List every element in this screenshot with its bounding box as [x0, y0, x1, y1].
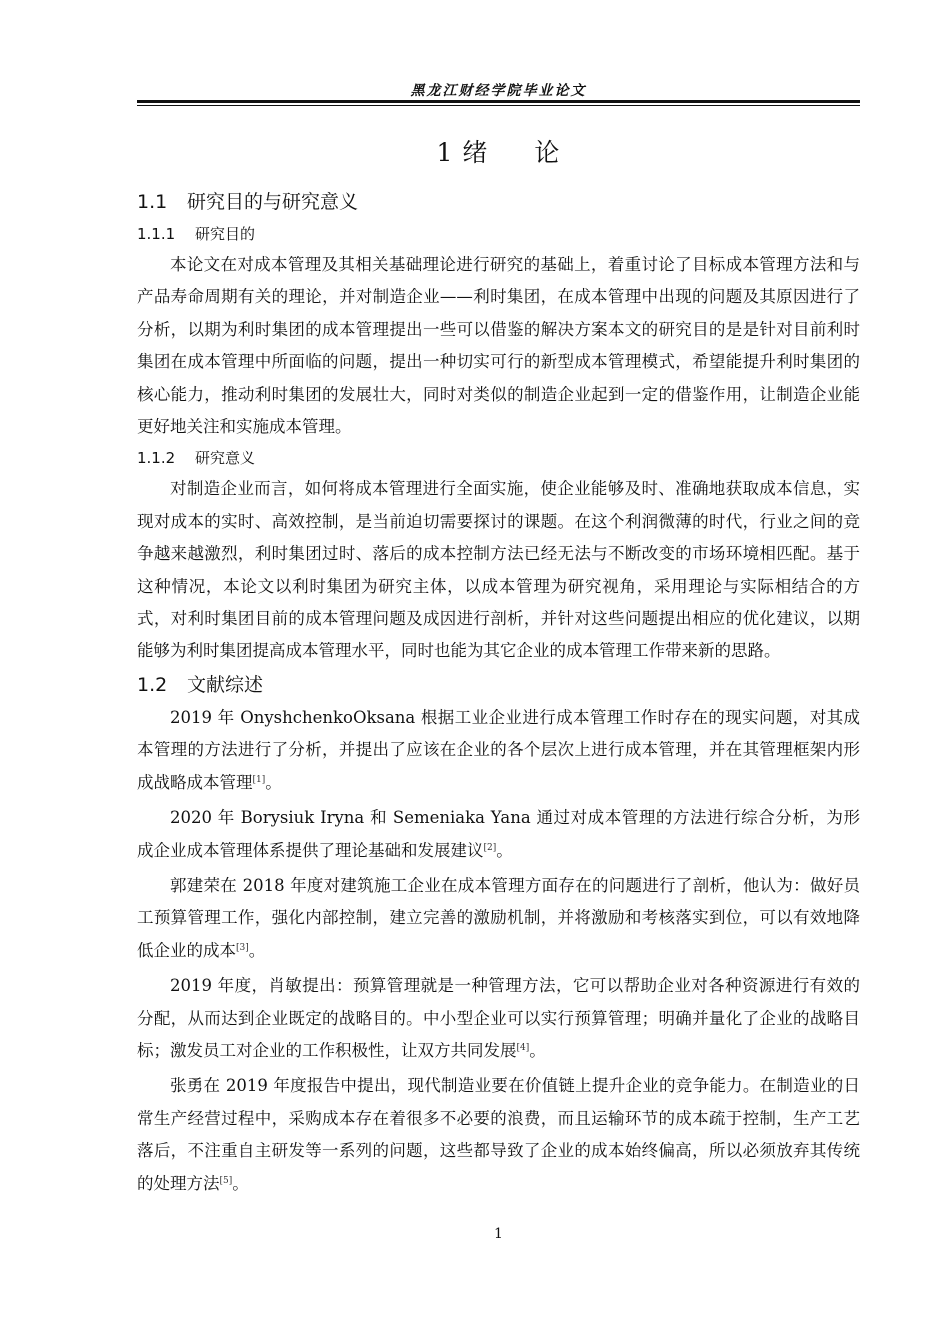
citation-marker: [5] [219, 1175, 233, 1186]
subsection-heading-1-1-2 [137, 443, 860, 473]
paragraph-text: 张勇在 2019 年度报告中提出，现代制造业要在价值链上提升企业的竞争能力。在制造业的日常生产经营过程中，采购成本存在着很多不必要的浪费，而且运输环节的成本疏于控制，生产工艺落后，不注重自主研发等一系列的问题，这些都导致了企业的成本始终偏高，所以必须放弃其传统的处理方法 [137, 1076, 860, 1193]
citation-marker: [1] [252, 774, 266, 785]
citation-marker: [3] [236, 942, 249, 953]
subsection-title: 研究意义 [195, 449, 256, 468]
paragraph-text: 郭建荣在 2018 年度对建筑施工企业在成本管理方面存在的问题进行了剖析，他认为：做好员工预算管理工作，强化内部控制，建立完善的激励机制，并将激励和考核落实到位，可以有效地降低企业的成本 [137, 875, 860, 960]
running-header: 黑龙江财经学院毕业论文 [410, 83, 587, 99]
paragraph-text: 2020 年 Borysiuk Iryna 和 Semeniaka Yana 通过对成本管理的方法进行综合分析，为形成企业成本管理体系提供了理论基础和发展建议 [137, 808, 860, 860]
header-rule-thin [137, 105, 860, 106]
paragraph-literature-1 [137, 702, 860, 799]
section-title: 研究目的与研究意义 [187, 191, 359, 213]
paragraph-research-purpose: 本论文在对成本管理及其相关基础理论进行研究的基础上，着重讨论了目标成本管理方法和与产品寿命周期有关的理论，并对制造企业——利时集团，在成本管理中出现的问题及其原因进行了分析，以期为利时集团的成本管理提出一些可以借鉴的解决方案本文的研究目的是是针对目前利时集团在成本管理中所面临的问题，提出一种切实可行的新型成本管理模式，希望能提升利时集团的核心能力，推动利时集团的发展壮大，同时对类似的制造企业起到一定的借鉴作用，让制造企业能更好地关注和实施成本管理。 [137, 255, 860, 437]
paragraph-research-significance: 对制造企业而言，如何将成本管理进行全面实施，使企业能够及时、准确地获取成本信息，实现对成本的实时、高效控制，是当前迫切需要探讨的课题。在这个利润微薄的时代，行业之间的竞争越来越激烈，利时集团过时、落后的成本控制方法已经无法与不断改变的市场环境相匹配。基于这种情况，本论文以利时集团为研究主体，以成本管理为研究视角，采用理论与实际相结合的方式，对利时集团目前的成本管理问题及成因进行剖析，并针对这些问题提出相应的优化建议，以期能够为利时集团提高成本管理水平，同时也能为其它企业的成本管理工作带来新的思路。 [137, 479, 860, 661]
chapter-number: 1 [436, 138, 454, 167]
section-heading-1-2 [137, 668, 860, 702]
header-rule-thick [137, 100, 860, 103]
subsection-heading-1-1-1 [137, 219, 860, 249]
section-number: 1.1 [137, 191, 168, 213]
paragraph-end: 。 [232, 1173, 249, 1193]
section-heading-1-1 [137, 185, 860, 219]
chapter-title-char-1: 绪 [462, 138, 489, 167]
paragraph-end: 。 [529, 1040, 546, 1060]
subsection-number: 1.1.1 [137, 225, 176, 243]
citation-marker: [4] [516, 1042, 530, 1053]
page-number: 1 [494, 1226, 503, 1242]
paragraph-literature-5 [137, 1070, 860, 1200]
chapter-title [137, 133, 860, 169]
subsection-number: 1.1.2 [137, 449, 176, 468]
paragraph-literature-4 [137, 970, 860, 1067]
paragraph-text: 2019 年 OnyshchenkoOksana 根据工业企业进行成本管理工作时存在的现实问题，对其成本管理的方法进行了分析，并提出了应该在企业的各个层次上进行成本管理，并在其管理框架内形成战略成本管理 [137, 707, 860, 792]
paragraph-end: 。 [265, 772, 282, 792]
citation-marker: [2] [483, 842, 497, 853]
paragraph-end: 。 [496, 840, 513, 860]
subsection-title: 研究目的 [195, 225, 256, 243]
section-number: 1.2 [137, 673, 168, 696]
paragraph-end: 。 [248, 940, 266, 960]
section-title: 文献综述 [187, 673, 264, 696]
paragraph-text: 2019 年度，肖敏提出：预算管理就是一种管理方法，它可以帮助企业对各种资源进行有效的分配，从而达到企业既定的战略目的。中小型企业可以实行预算管理；明确并量化了企业的战略目标；激发员工对企业的工作积极性，让双方共同发展 [137, 976, 860, 1060]
chapter-title-char-2: 论 [534, 138, 561, 167]
paragraph-literature-2 [137, 802, 860, 867]
paragraph-literature-3 [137, 870, 860, 967]
main-content [137, 185, 860, 1200]
